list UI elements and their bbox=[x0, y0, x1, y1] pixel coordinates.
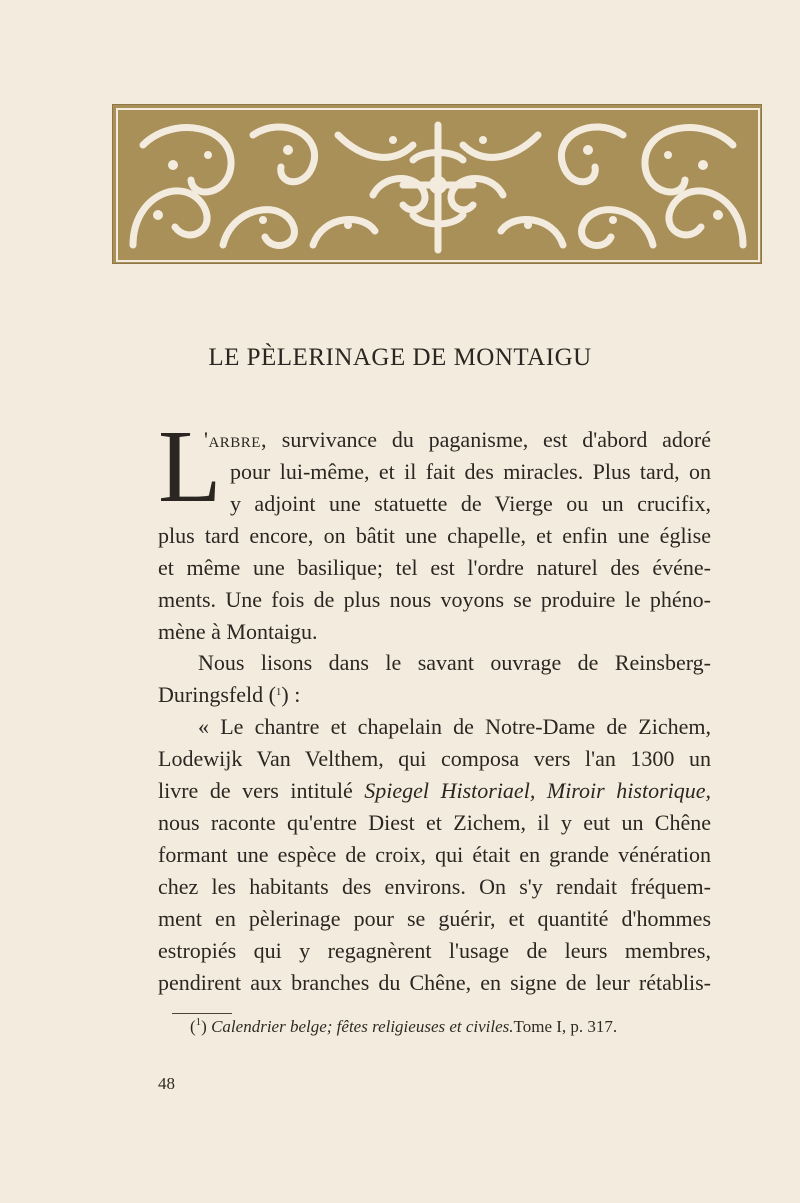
text-line: pendirent aux branches du Chêne, en signe de leur rétablis- bbox=[158, 970, 711, 995]
text-line: formant une espèce de croix, qui était en grande vénération bbox=[158, 842, 711, 867]
text-line bbox=[158, 778, 711, 804]
chapter-title: LE PÈLERINAGE DE MONTAIGU bbox=[208, 344, 592, 371]
drop-cap: L bbox=[158, 409, 222, 524]
text-line: Lodewijk Van Velthem, qui composa vers l'an 1300 un bbox=[158, 746, 711, 771]
text-line: plus tard encore, on bâtit une chapelle, et enfin une église bbox=[158, 523, 711, 548]
footnote-italic: Calendrier belge; fêtes religieuses et civiles. bbox=[211, 1017, 514, 1036]
text-line: Nous lisons dans le savant ouvrage de Reinsberg- bbox=[198, 650, 711, 675]
text-line: nous raconte qu'entre Diest et Zichem, il y eut un Chêne bbox=[158, 810, 711, 835]
text-line: mène à Montaigu. bbox=[158, 619, 318, 644]
text-line: chez les habitants des environs. On s'y rendait fréquem- bbox=[158, 874, 711, 899]
text-line: y adjoint une statuette de Vierge ou un crucifix, bbox=[230, 491, 711, 516]
smallcaps-lead: 'arbre, bbox=[204, 427, 267, 452]
text-fragment: livre de vers intitulé bbox=[158, 778, 365, 803]
footnote-rest: Tome I, p. 317. bbox=[513, 1017, 618, 1036]
text-line bbox=[158, 682, 300, 708]
footnote-rule bbox=[172, 1013, 232, 1014]
text-line: ments. Une fois de plus nous voyons se produire le phéno- bbox=[158, 587, 711, 612]
text-line: pour lui-même, et il fait des miracles. Plus tard, on bbox=[230, 459, 711, 484]
footnote-marker: 1 bbox=[195, 1016, 202, 1028]
scroll-ornament-icon bbox=[113, 105, 762, 264]
text-fragment: ) : bbox=[281, 682, 301, 707]
decorative-headpiece bbox=[112, 104, 762, 264]
text-line: estropiés qui y regagnèrent l'usage de leurs membres, bbox=[158, 938, 711, 963]
text-line: et même une basilique; tel est l'ordre naturel des événe- bbox=[158, 555, 711, 580]
text-line bbox=[204, 427, 711, 453]
page-number: 48 bbox=[158, 1074, 175, 1093]
italic-title: Spiegel Historiael, Miroir historique, bbox=[364, 778, 712, 803]
text-fragment: Duringsfeld ( bbox=[158, 682, 276, 707]
text-line: ment en pèlerinage pour se guérir, et quantité d'hommes bbox=[158, 906, 711, 931]
text-fragment: survivance du paganisme, est d'abord adoré bbox=[266, 427, 711, 452]
footnote: ($^1$) Calendrier belge; fêtes religieuses et civiles.Tome I, p. 317. bbox=[190, 1016, 618, 1036]
text-line: « Le chantre et chapelain de Notre-Dame de Zichem, bbox=[198, 714, 711, 739]
footnote-ref: 1 bbox=[275, 686, 282, 698]
